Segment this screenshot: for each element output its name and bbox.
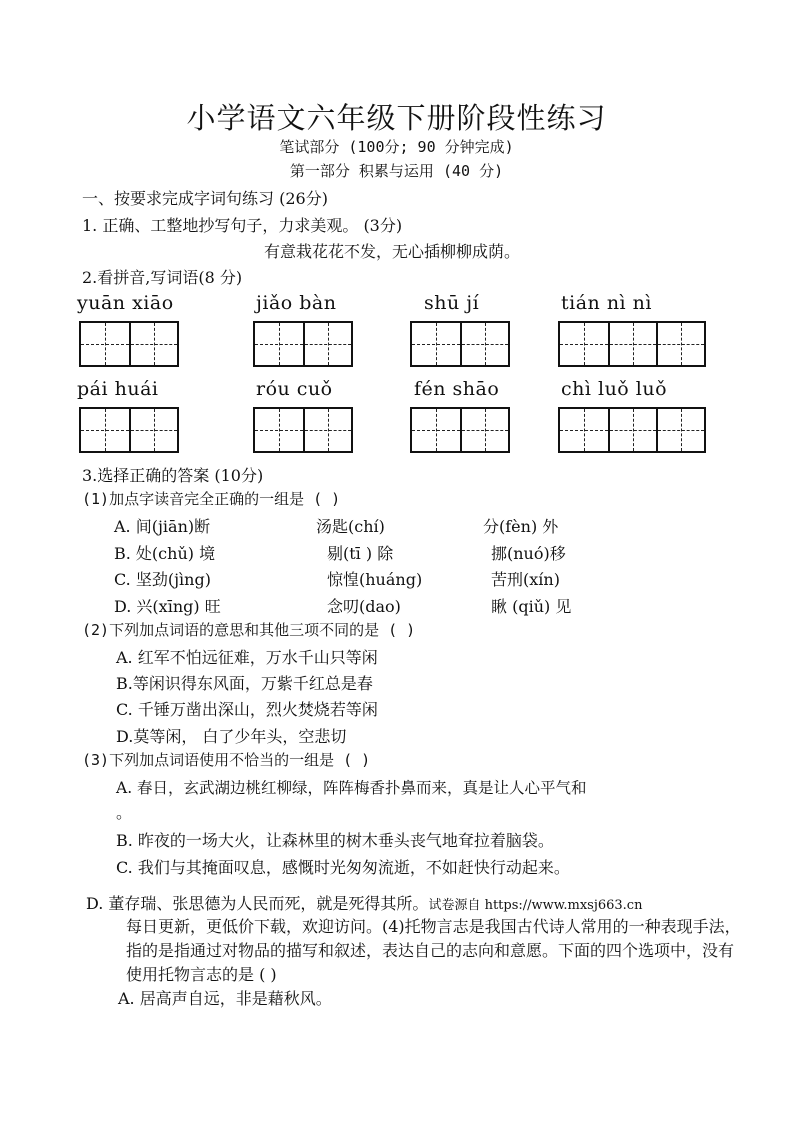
option-text: 分(fèn) 外	[483, 517, 559, 536]
writing-grid[interactable]	[79, 407, 179, 453]
option-text: A. 居高声自远，非是藉秋风。	[118, 989, 332, 1008]
question-3-1: (1)加点字读音完全正确的一组是 ( )	[82, 490, 341, 508]
question-3-4-text: 使用托物言志的是 ( )	[126, 965, 277, 984]
question-3-4-text: 每日更新，更低价下载，欢迎访问。(4)托物言志是我国古代诗人常用的一种表现手法，	[126, 917, 741, 936]
question-3-4-text: 指的是指通过对物品的描写和叙述，表达自己的志向和意愿。下面的四个选项中，没有	[126, 941, 735, 960]
option-text: B.等闲识得东风面，万紫千红总是春	[116, 674, 373, 693]
source-note: 试卷源自 https://www.mxsj663.cn	[428, 898, 643, 913]
option-text: C. 坚劲(jìng)	[114, 570, 211, 589]
pinyin-label: shū jí	[424, 292, 480, 314]
writing-grid[interactable]	[410, 321, 510, 367]
option-text: A. 春日，玄武湖边桃红柳绿，阵阵梅香扑鼻而来，真是让人心平气和	[116, 779, 587, 797]
exam-subtitle: 笔试部分 (100分; 90 分钟完成)	[279, 138, 514, 156]
option-text: C. 我们与其掩面叹息，感慨时光匆匆流逝，不如赶快行动起来。	[116, 858, 570, 877]
option-text: A. 红军不怕远征难，万水千山只等闲	[116, 648, 378, 667]
pinyin-label: chì luǒ luǒ	[561, 378, 668, 400]
pinyin-label: tián nì nì	[561, 292, 652, 314]
option-text	[86, 891, 642, 914]
section-heading: 一、按要求完成字词句练习 (26分)	[82, 189, 328, 208]
option-d-text: D. 董存瑞、张思德为人民而死，就是死得其所。	[86, 894, 429, 913]
writing-grid[interactable]	[253, 407, 353, 453]
question-3-3: (3)下列加点词语使用不恰当的一组是 ( )	[82, 751, 371, 769]
option-text: 。	[116, 803, 133, 822]
option-text: 苦刑(xín)	[491, 570, 560, 589]
option-text: 剔(tī ) 除	[327, 544, 394, 563]
option-text: D. 兴(xīng) 旺	[114, 597, 221, 616]
pinyin-label: fén shāo	[414, 378, 500, 400]
writing-grid[interactable]	[558, 407, 706, 453]
option-text: A. 间(jiān)断	[114, 517, 211, 536]
question-3-2: (2)下列加点词语的意思和其他三项不同的是 ( )	[82, 621, 416, 639]
option-text: C. 千锤万凿出深山，烈火焚烧若等闲	[116, 700, 378, 719]
question-1: 1. 正确、工整地抄写句子，力求美观。 (3分)	[82, 216, 403, 235]
option-text: D.莫等闲， 白了少年头，空悲切	[116, 727, 347, 746]
writing-grid[interactable]	[253, 321, 353, 367]
option-text: 惊惶(huáng)	[327, 570, 423, 589]
page-title: 小学语文六年级下册阶段性练习	[186, 101, 607, 135]
option-text: 汤匙(chí)	[316, 517, 385, 536]
writing-grid[interactable]	[558, 321, 706, 367]
part-heading: 第一部分 积累与运用 (40 分)	[289, 162, 504, 180]
writing-grid[interactable]	[410, 407, 510, 453]
writing-grid[interactable]	[79, 321, 179, 367]
option-text: B. 处(chǔ) 境	[114, 544, 216, 563]
copy-sentence: 有意栽花花不发，无心插柳柳成荫。	[264, 242, 521, 261]
option-text: B. 昨夜的一场大火，让森林里的树木垂头丧气地耷拉着脑袋。	[116, 831, 554, 850]
option-text: 念叨(dao)	[327, 597, 401, 616]
question-3: 3.选择正确的答案 (10分)	[82, 466, 264, 485]
pinyin-label: pái huái	[77, 378, 159, 400]
option-text: 瞅 (qiǔ) 见	[491, 597, 572, 616]
pinyin-label: jiǎo bàn	[256, 292, 337, 314]
question-2: 2.看拼音,写词语(8 分)	[82, 268, 243, 287]
pinyin-label: róu cuǒ	[256, 378, 333, 400]
option-text: 挪(nuó)移	[491, 544, 566, 563]
pinyin-label: yuān xiāo	[77, 292, 174, 314]
